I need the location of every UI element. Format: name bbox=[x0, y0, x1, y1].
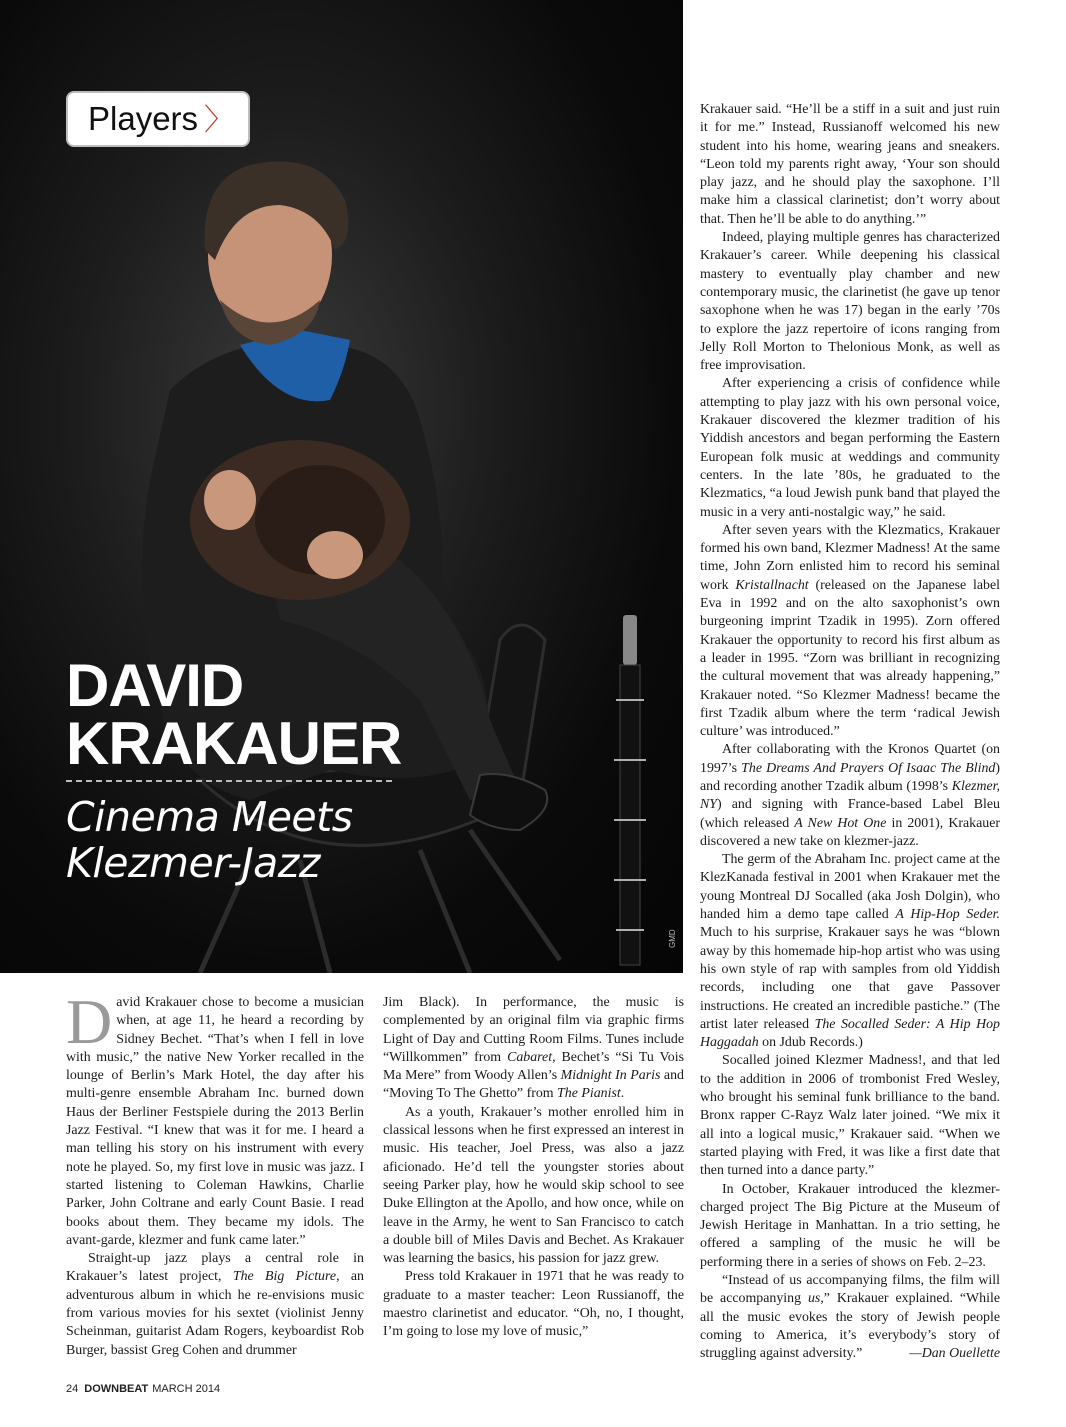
paragraph: In October, Krakauer introduced the klezmer-charged project The Big Picture at the Museum of Jewish Heritage in Manhattan. In a trio setting, he offered a sampling of the music he will be performing there in a series of shows on Feb. 2–23. bbox=[700, 1181, 1000, 1270]
album-title: The Dreams And Prayers Of Isaac The Blind bbox=[741, 760, 996, 776]
paragraph-text: ,” Krakauer explained. “While all the music evokes the story of Jewish people coming to America, it’s everybody’s story of struggling against adversity.” bbox=[700, 1291, 1000, 1362]
paragraph-text: ) and signing with France-based Label Bleu (which released bbox=[700, 797, 1000, 831]
section-tag bbox=[66, 91, 250, 147]
article-column-3 bbox=[700, 101, 1000, 1363]
article-column-1 bbox=[66, 986, 364, 1360]
clarinet bbox=[614, 615, 646, 965]
paragraph-text: Much to his surprise, Krakauer says he was “blown away by this homemade hip-hop artist who was using his own style of rap with samples from old Yiddish records, including one that gave Passover instructions. He created an incredible pastiche.” (The artist later released bbox=[700, 925, 1000, 1032]
issue-date: MARCH 2014 bbox=[152, 1383, 221, 1395]
paragraph-text: . bbox=[620, 1086, 625, 1102]
paragraph-text: “Instead of us accompanying films, the film will be accompanying bbox=[700, 1273, 1000, 1307]
paragraph: After experiencing a crisis of confidence while attempting to play jazz with his own personal voice, Krakauer discovered the klezmer tradition of his Yiddish ancestors and began performing the Eastern European folk music at weddings and community centers. In the late ’80s, he graduated to the Klezmatics, “a loud Jewish punk band that played the music in a very anti-nostalgic way,” he said. bbox=[700, 376, 1000, 520]
paragraph bbox=[700, 741, 1000, 851]
paragraph bbox=[700, 1272, 1000, 1363]
photo-credit: GMD bbox=[668, 929, 677, 948]
magazine-name: DOWNBEAT bbox=[84, 1383, 149, 1395]
hand-right bbox=[307, 531, 363, 579]
paragraph bbox=[66, 986, 364, 1250]
paragraph-text: Straight-up jazz plays a central role in Krakauer’s latest project, bbox=[66, 1251, 364, 1285]
album-title: A New Hot One bbox=[794, 815, 887, 831]
page-footer bbox=[66, 1383, 220, 1395]
album-title: The Socalled Seder: A Hip Hop Haggadah bbox=[700, 1016, 1000, 1051]
paragraph-text: avid Krakauer chose to become a musician when, at age 11, he heard a recording by Sidney Bechet. “That’s when I fell in love with music,” the native New Yorker recalled in the lounge of Berlin’s Mark Hotel, the day after his multi-genre ensemble Abraham Inc. burned down Haus der Berliner Festspiele during the 2013 Berlin Jazz Festival. “I knew that was it for me. I heard a man telling his story on his instrument with every note he played. So, my first love in music was jazz. I started listening to Coleman Hawkins, Charlie Parker, John Coltrane and early Count Basie. I read books about them. They became my idols. The avant-garde, klezmer and funk came later.” bbox=[66, 995, 364, 1248]
film-title: Midnight In Paris bbox=[560, 1068, 661, 1084]
paragraph: As a youth, Krakauer’s mother enrolled him in classical lessons when he first expressed an interest in music. His teacher, Joel Press, was also a jazz aficionado. He’d tell the youngster stories about seeing Parker play, how he would skip school to see Duke Ellington at the Apollo, and how once, while on leave in the Army, he went to San Francisco to catch a double bill of Miles Davis and Bechet. As Krakauer was learning the basics, his passion for jazz grew. bbox=[383, 1104, 684, 1267]
paragraph: Socalled joined Klezmer Madness!, and that led to the addition in 2006 of trombonist Fred Wesley, who brought his seminal funk brilliance to the band. Bronx rapper C-Rayz Walz later joined. “We mix it all into a logical music,” Krakauer said. “When we started playing with Fred, it was like a first date that then turned into a dance party.” bbox=[700, 1053, 1000, 1179]
film-title: The Pianist bbox=[557, 1086, 621, 1102]
album-title: The Big Picture bbox=[232, 1269, 337, 1285]
paragraph-text: ) and recording another Tzadik album (1998’s bbox=[700, 760, 1000, 794]
hand-left bbox=[204, 470, 256, 530]
paragraph-text: The germ of the Abraham Inc. project came at the KlezKanada festival in 2001 when Krakauer met the young Montreal DJ Socalled (aka Josh Dolgin), who handed him a demo tape called bbox=[700, 852, 1000, 923]
paragraph: Indeed, playing multiple genres has characterized Krakauer’s career. While deepening his classical mastery to eventually play chamber and new contemporary music, the clarinetist (he gave up tenor saxophone when he was 17) began in the early ’70s to explore the jazz repertoire of icons ranging from Jelly Roll Morton to Thelonious Monk, as well as free improvisation. bbox=[700, 230, 1000, 374]
album-title: A Hip-Hop Seder. bbox=[895, 907, 1000, 923]
album-title: Kristallnacht bbox=[735, 577, 809, 593]
paragraph-text: , Bechet’s “Si Tu Vois Ma Mere” from Woody Allen’s bbox=[383, 1049, 684, 1084]
article-title bbox=[66, 652, 402, 777]
paragraph-text: in 2001), Krakauer discovered a new take on klezmer-jazz. bbox=[700, 815, 1000, 849]
album-title: Klezmer, NY bbox=[700, 778, 1000, 813]
title-line-2: KRAKAUER bbox=[66, 710, 402, 777]
paragraph-text: After seven years with the Klezmatics, Krakauer formed his own band, Klezmer Madness! At the same time, John Zorn enlisted him to record his seminal work bbox=[700, 522, 1000, 593]
subtitle-line-2: Klezmer-Jazz bbox=[66, 839, 320, 887]
subtitle-line-1: Cinema Meets bbox=[66, 793, 353, 841]
paragraph: Press told Krakauer in 1971 that he was ready to graduate to a master teacher: Leon Russianoff, the maestro clarinetist and educator. “Oh, no, I thought, I’m going to lose my love of music,” bbox=[383, 1269, 684, 1340]
drop-cap: D bbox=[66, 986, 113, 1057]
paragraph bbox=[383, 994, 684, 1104]
film-title: Cabaret bbox=[507, 1049, 553, 1065]
paragraph-text: Jim Black). In performance, the music is complemented by an original film via graphic firms Light of Day and Cutting Room Films. Tunes include “Willkommen” from bbox=[383, 995, 684, 1065]
title-divider bbox=[66, 780, 392, 782]
emphasis: us bbox=[807, 1291, 821, 1307]
paragraph: Krakauer said. “He’ll be a stiff in a suit and just ruin it for me.” Instead, Russianoff welcomed his new student into his home, wearing jeans and sneakers. “Leon told my parents right away, ‘Your son should play jazz, and he should play the saxophone. I’ll make him a classical clarinetist; don’t worry about that. Then he’ll be able to do anything.’” bbox=[700, 102, 1000, 227]
shoe bbox=[470, 774, 547, 830]
article-column-2 bbox=[383, 994, 684, 1342]
paragraph-text: and “Moving To The Ghetto” from bbox=[383, 1068, 684, 1102]
section-tag-label: Players bbox=[88, 100, 199, 137]
chevron-right-icon: 〉 bbox=[204, 104, 235, 137]
title-line-1: DAVID bbox=[66, 652, 244, 719]
paragraph-text: , an adventurous album in which he re-envisions music from various movies for his sextet (violinist Jenny Scheinman, guitarist Adam Rogers, keyboardist Rob Burger, bassist Greg Cohen and drummer bbox=[66, 1269, 364, 1358]
paragraph-text: After collaborating with the Kronos Quartet (on 1997’s bbox=[700, 742, 1000, 776]
page-number: 24 bbox=[66, 1383, 79, 1395]
paragraph bbox=[700, 522, 1000, 742]
paragraph-text: (released on the Japanese label Eva in 1992 and on the alto saxophonist’s own burgeoning imprint Tzadik in 1995). Zorn offered Krakauer the opportunity to record his first album as a leader in 1995. “Zorn was brilliant in recognizing the cultural movement that was already happening,” Krakauer noted. “So Klezmer Madness! became the first Tzadik album where the term ‘radical Jewish culture’ was introduced.” bbox=[700, 577, 1000, 740]
author-signature: —Dan Ouellette bbox=[909, 1346, 1000, 1362]
paragraph bbox=[700, 851, 1000, 1052]
article-subtitle bbox=[66, 794, 353, 886]
paragraph bbox=[66, 1250, 364, 1360]
paragraph-text: on Jdub Records.) bbox=[758, 1035, 863, 1051]
